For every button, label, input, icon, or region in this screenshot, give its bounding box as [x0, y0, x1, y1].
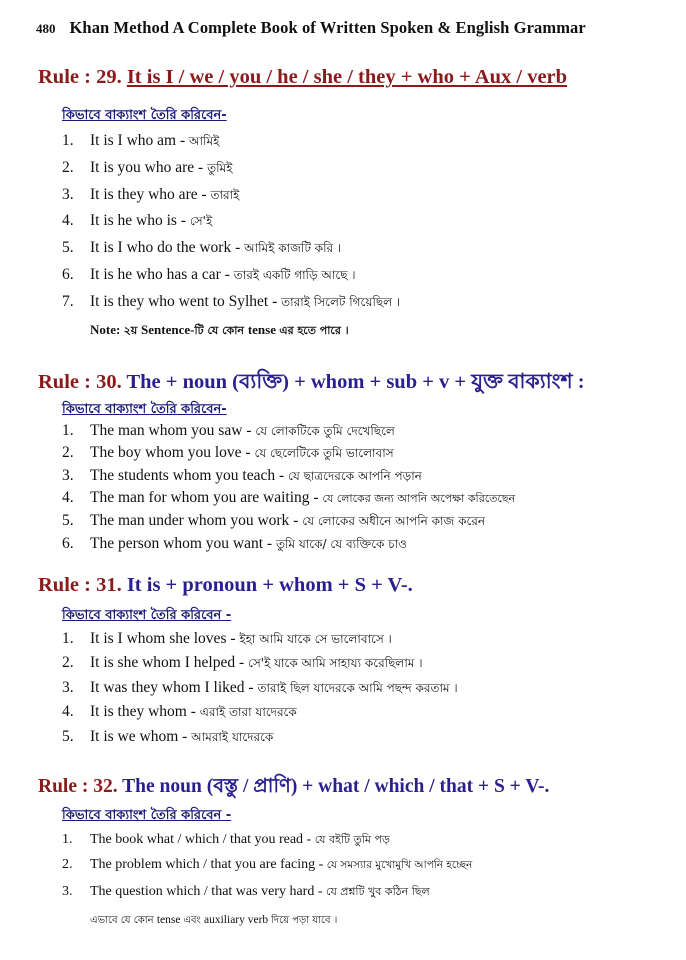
list-item: 6. The person whom you want - তুমি যাকে/ যে ব্যক্তিকে চাও [62, 535, 408, 552]
book-title: Khan Method A Complete Book of Written Spoken & English Grammar [69, 18, 586, 37]
list-item: 3. The students whom you teach - যে ছাত্রদেরকে আপনি পড়ান [62, 467, 422, 484]
how-to-heading: কিভাবে বাক্যাংশ তৈরি করিবেন- [62, 402, 227, 417]
list-item: 1. The book what / which / that you read - যে বইটি তুমি পড় [62, 832, 390, 847]
rule-31-title [38, 574, 413, 597]
list-item: 2. It is she whom I helped - সে'ই যাকে আমি সাহায্য করেছিলাম । [62, 654, 423, 671]
rule-pattern: It is I / we / you / he / she / they + who + Aux / verb [126, 66, 568, 88]
how-to-heading: কিভাবে বাক্যাংশ তৈরি করিবেন - [62, 608, 232, 623]
list-item: 2. The boy whom you love - যে ছেলেটিকে তুমি ভালোবাস [62, 444, 394, 461]
list-item: 3. It was they whom I liked - তারাই ছিল যাদেরকে আমি পছন্দ করতাম । [62, 679, 458, 696]
rule-footnote: এভাবে যে কোন tense এবং auxiliary verb দিয়ে পড়া যাবে । [90, 914, 338, 926]
rule-30-title [38, 366, 585, 400]
list-item: 2. It is you who are - তুমিই [62, 159, 233, 176]
list-item: 4. It is he who is - সে'ই [62, 212, 213, 229]
rule-32-title [38, 772, 549, 804]
list-item: 3. The question which / that was very hard - যে প্রশ্নটি খুব কঠিন ছিল [62, 884, 430, 899]
rule-pattern: The + noun (ব্যক্তি) + whom + sub + v + যুক্ত বাক্যাংশ : [126, 371, 585, 393]
rule-pattern: It is + pronoun + whom + S + V-. [126, 574, 413, 596]
list-item: 5. It is I who do the work - আমিই কাজটি করি । [62, 239, 342, 256]
rule-note: Note: ২য় Sentence-টি যে কোন tense এর হতে পারে । [90, 322, 349, 337]
rule-number: Rule : 30. [38, 371, 122, 393]
how-to-heading: কিভাবে বাক্যাংশ তৈরি করিবেন- [62, 108, 227, 123]
list-item: 7. It is they who went to Sylhet - তারাই সিলেট গিয়েছিল । [62, 293, 401, 310]
list-item: 3. It is they who are - তারাই [62, 186, 240, 203]
list-item: 2. The problem which / that you are facing - যে সমস্যার মুখোমুখি আপনি হচ্ছেন [62, 857, 473, 872]
rule-29-title [38, 66, 567, 89]
rule-number: Rule : 29. [38, 66, 122, 88]
rule-number: Rule : 31. [38, 574, 122, 596]
how-to-heading: কিভাবে বাক্যাংশ তৈরি করিবেন - [62, 808, 232, 823]
list-item: 5. The man under whom you work - যে লোকের অধীনে আপনি কাজ করেন [62, 512, 486, 529]
list-item: 4. It is they whom - এরাই তারা যাদেরকে [62, 703, 297, 720]
list-item: 4. The man for whom you are waiting - যে লোকের জন্য আপনি অপেক্ষা করিতেছেন [62, 489, 516, 506]
list-item: 1. It is I who am - আমিই [62, 132, 220, 149]
page-number: 480 [36, 21, 56, 36]
list-item: 1. The man whom you saw - যে লোকটিকে তুমি দেখেছিলে [62, 422, 395, 439]
list-item: 1. It is I whom she loves - ইহা আমি যাকে সে ভালোবাসে । [62, 630, 392, 647]
rule-number: Rule : 32. [38, 776, 118, 797]
page-header [36, 18, 656, 38]
list-item: 5. It is we whom - আমরাই যাদেরকে [62, 728, 274, 745]
rule-pattern: The noun (বস্তু / প্রাণি) + what / which / that + S + V-. [122, 776, 550, 797]
list-item: 6. It is he who has a car - তারই একটি গাড়ি আছে । [62, 266, 356, 283]
